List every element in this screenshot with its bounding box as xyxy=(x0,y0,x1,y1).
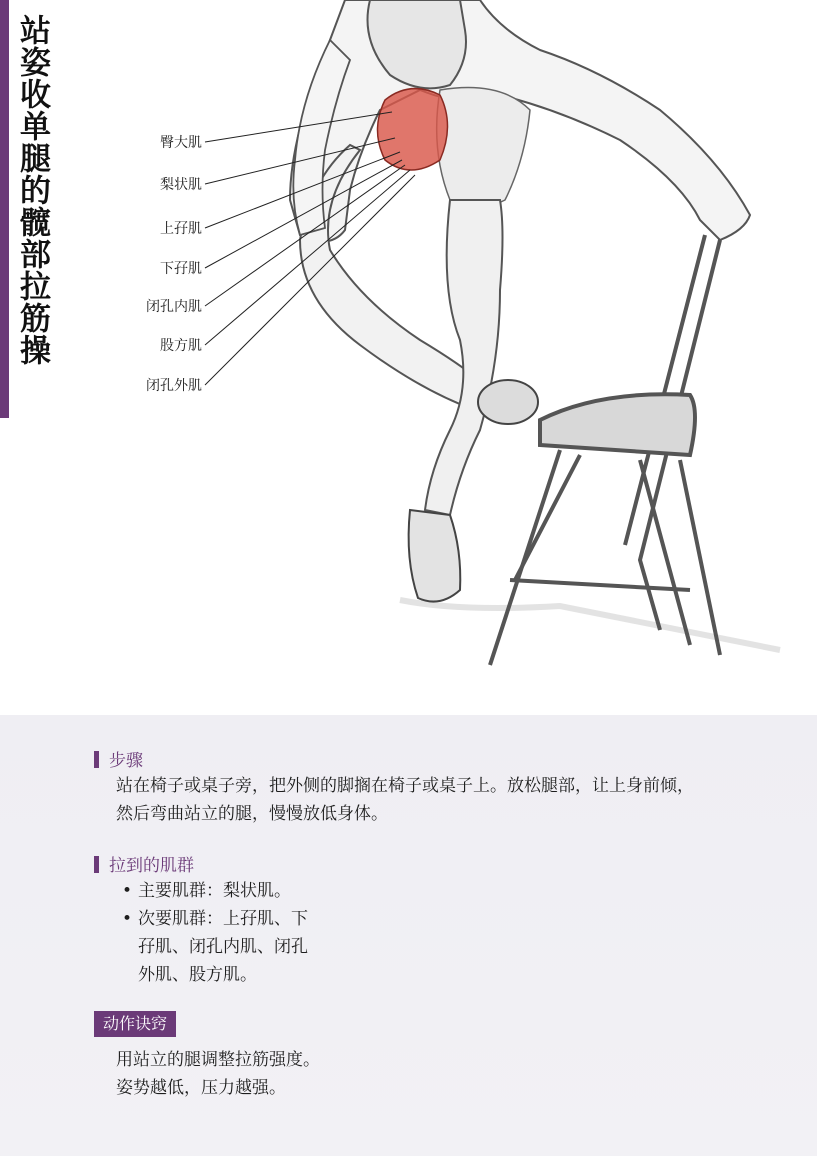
muscle-groups-list xyxy=(122,877,308,989)
tips-text xyxy=(116,1046,616,1102)
list-item-secondary xyxy=(122,905,308,933)
muscle-label-gluteus-maximus: 臀大肌 xyxy=(160,135,202,151)
page-title: 站姿收单腿的髋部拉筋操 xyxy=(14,14,50,366)
muscle-label-inferior-gemellus: 下孖肌 xyxy=(160,261,202,277)
secondary-muscles-line-3: 外肌、股方肌。 xyxy=(138,965,257,985)
steps-text xyxy=(116,772,816,828)
list-item-primary xyxy=(122,877,308,905)
bullet-icon: • xyxy=(122,909,133,929)
heading-marker xyxy=(94,751,99,768)
muscles-heading xyxy=(94,851,194,876)
primary-muscles: 主要肌群：梨状肌。 xyxy=(138,881,291,901)
tips-heading: 动作诀窍 xyxy=(94,1011,176,1037)
steps-heading-text: 步骤 xyxy=(109,751,143,771)
secondary-muscles-line-2: 孖肌、闭孔内肌、闭孔 xyxy=(138,937,308,957)
highlighted-muscle xyxy=(378,89,448,170)
secondary-muscles-line-1: 次要肌群：上孖肌、下 xyxy=(138,909,308,929)
list-item-secondary-cont xyxy=(122,961,308,989)
steps-line-1: 站在椅子或桌子旁，把外侧的脚搁在椅子或桌子上。放松腿部，让上身前倾， xyxy=(116,776,694,796)
tips-line-1: 用站立的腿调整拉筋强度。 xyxy=(116,1050,320,1070)
tips-line-2: 姿势越低，压力越强。 xyxy=(116,1078,286,1098)
muscle-label-superior-gemellus: 上孖肌 xyxy=(160,221,202,237)
chair xyxy=(490,235,720,665)
muscle-label-quadratus-femoris: 股方肌 xyxy=(160,338,202,354)
bullet-icon: • xyxy=(122,881,133,901)
list-item-secondary-cont xyxy=(122,933,308,961)
steps-heading xyxy=(94,746,143,771)
steps-line-2: 然后弯曲站立的腿，慢慢放低身体。 xyxy=(116,804,388,824)
muscle-label-piriformis: 梨状肌 xyxy=(160,177,202,193)
heading-marker xyxy=(94,856,99,873)
muscle-label-obturator-internus: 闭孔内肌 xyxy=(146,299,202,315)
muscle-label-obturator-externus: 闭孔外肌 xyxy=(146,378,202,394)
muscles-heading-text: 拉到的肌群 xyxy=(109,856,194,876)
